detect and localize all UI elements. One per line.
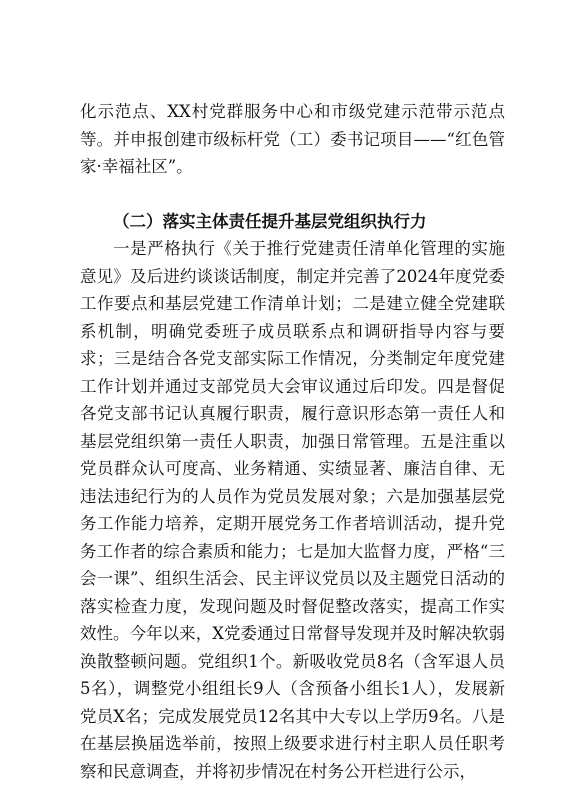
- body-paragraph: 一是严格执行《关于推行党建责任清单化管理的实施意见》及后进约谈谈话制度，制定并完善了2024年度党委工作要点和基层党建工作清单计划；二是建立健全党建联系机制，明确党委班子成员联系点和调研指导内容与要求；三是结合各党支部实际工作情况，分类制定年度党建工作计划并通过支部党员大会审议通过后印发。四是督促各党支部书记认真履行职责，履行意识形态第一责任人和基层党组织第一责任人职责，加强日常管理。五是注重以党员群众认可度高、业务精通、实绩显著、廉洁自律、无违法违纪行为的人员作为党员发展对象；六是加强基层党务工作能力培养，定期开展党务工作者培训活动，提升党务工作者的综合素质和能力；七是加大监督力度，严格“三会一课”、组织生活会、民主评议党员以及主题党日活动的落实检查力度，发现问题及时督促整改落实，提高工作实效性。今年以来，X党委通过日常督导发现并及时解决软弱涣散整顿问题。党组织1个。新吸收党员8名（含军退人员5名），调整党小组组长9人（含预备小组长1人），发展新党员X名；完成发展党员12名其中大专以上学历9名。八是在基层换届选举前，按照上级要求进行村主职人员任职考察和民意调查，并将初步情况在村务公开栏进行公示，: [80, 239, 505, 781]
- lead-paragraph: 化示范点、XX村党群服务中心和市级党建示范带示范点等。并申报创建市级标杆党（工）委书记项目——“红色管家·幸福社区”。: [80, 102, 505, 176]
- document-body: [80, 98, 505, 785]
- section-heading: （二）落实主体责任提升基层党组织执行力: [113, 211, 427, 231]
